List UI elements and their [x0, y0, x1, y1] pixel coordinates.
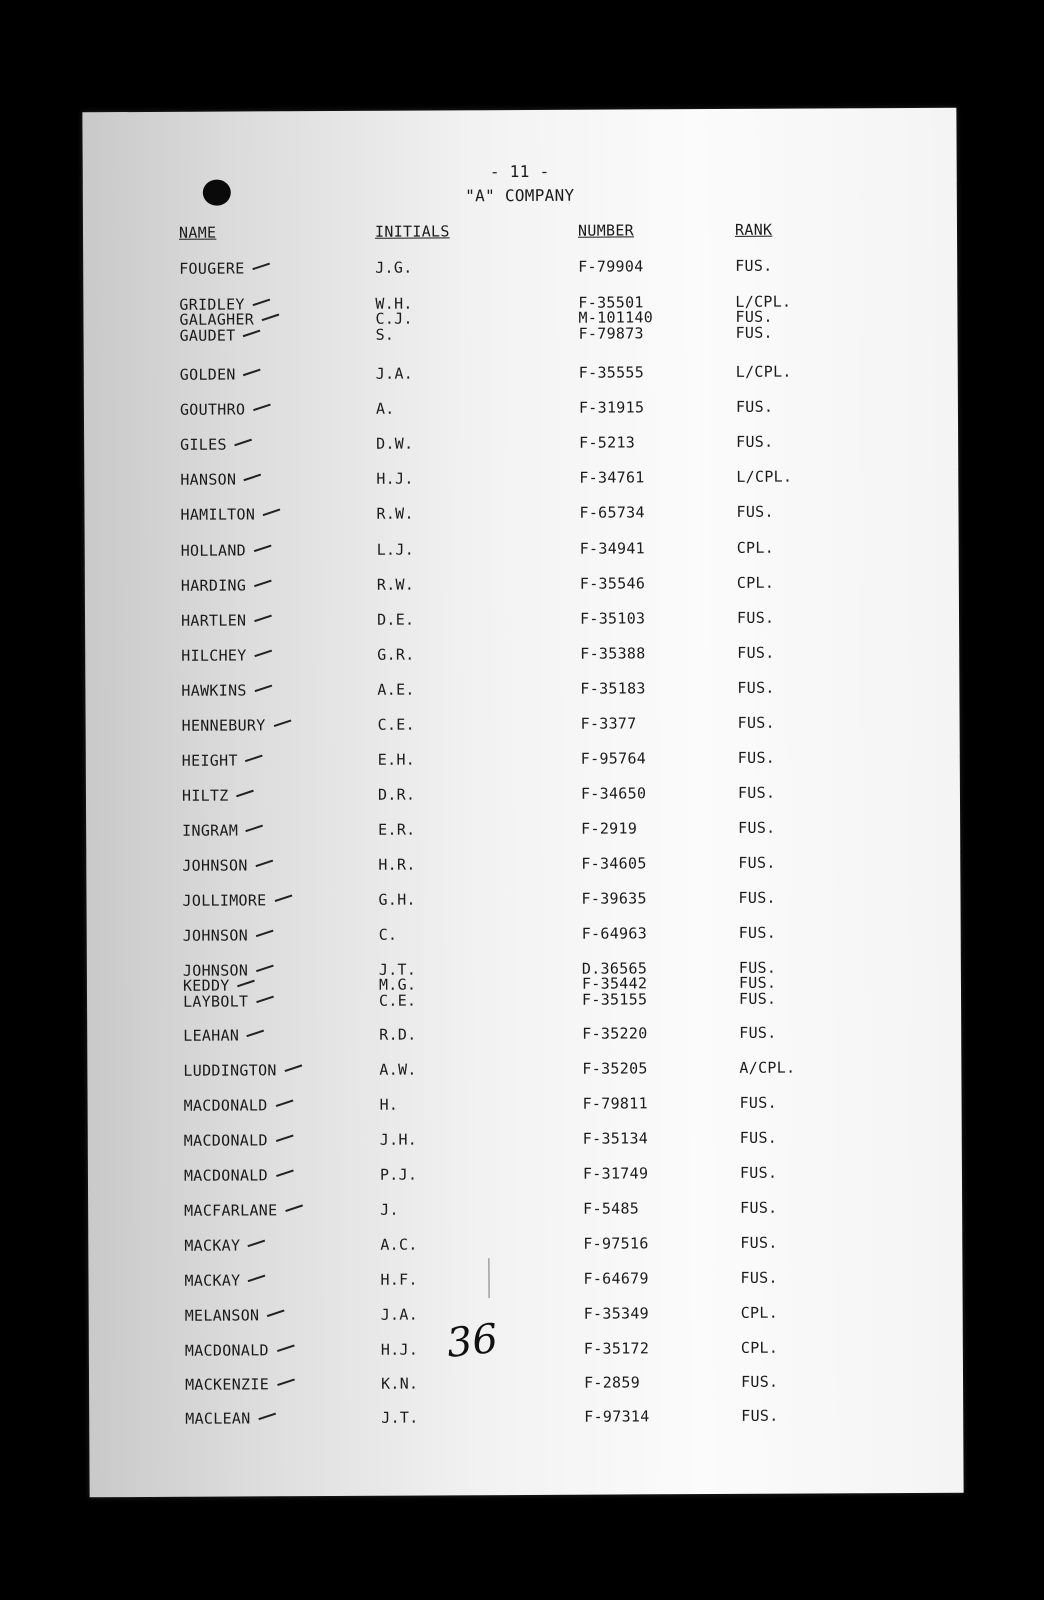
check-mark-icon: [262, 314, 280, 322]
row-number: F-35155: [581, 990, 648, 1009]
row-initials: A.C.: [380, 1235, 418, 1254]
row-number: F-35442: [581, 974, 648, 993]
check-mark-icon: [253, 545, 271, 553]
row-name: GOLDEN: [179, 365, 236, 384]
check-mark-icon: [254, 650, 272, 658]
row-number: F-35205: [582, 1059, 648, 1078]
table-row: [84, 323, 958, 346]
row-initials: C.E.: [378, 991, 417, 1010]
row-initials: A.E.: [377, 680, 415, 699]
row-initials: E.H.: [377, 750, 416, 769]
row-name: HILCHEY: [181, 646, 247, 665]
check-mark-icon: [276, 1169, 294, 1177]
row-name: GILES: [180, 435, 227, 454]
row-initials: D.W.: [376, 434, 414, 453]
row-rank: FUS.: [738, 973, 777, 992]
row-rank: FUS.: [735, 307, 773, 326]
row-initials: A.: [375, 399, 395, 418]
row-number: F-35134: [582, 1129, 649, 1148]
row-number: F-39635: [581, 889, 647, 908]
row-name: HARTLEN: [180, 611, 247, 630]
table-row: [88, 1163, 962, 1186]
document-page: [82, 108, 963, 1498]
table-row: [89, 1338, 963, 1361]
row-name: LUDDINGTON: [183, 1061, 277, 1080]
check-mark-icon: [255, 860, 273, 868]
check-mark-icon: [236, 790, 254, 798]
row-name: MACFARLANE: [184, 1201, 278, 1220]
table-row: [88, 1268, 962, 1291]
row-rank: FUS.: [737, 713, 775, 732]
row-name: GALAGHER: [179, 310, 255, 329]
row-number: F-35183: [580, 679, 646, 698]
table-row: [83, 256, 957, 279]
row-rank: CPL.: [740, 1303, 779, 1322]
row-name: HAMILTON: [180, 505, 256, 524]
row-rank: L/CPL.: [735, 292, 792, 311]
row-rank: FUS.: [738, 923, 777, 942]
row-initials: J.T.: [378, 960, 417, 979]
row-name: JOLLIMORE: [182, 891, 267, 910]
row-initials: P.J.: [379, 1165, 418, 1184]
table-row: [89, 1303, 963, 1326]
row-initials: J.T.: [381, 1408, 419, 1427]
header-rank: RANK: [734, 220, 773, 239]
header-initials: INITIALS: [374, 222, 450, 241]
table-row: [88, 1198, 962, 1221]
row-number: F-95764: [580, 749, 647, 768]
check-mark-icon: [256, 996, 274, 1004]
row-number: F-97516: [583, 1234, 649, 1253]
row-name: KEDDY: [182, 976, 230, 995]
table-row: [86, 888, 960, 911]
row-initials: C.J.: [375, 309, 413, 328]
table-row: [89, 1406, 963, 1429]
row-rank: CPL.: [736, 538, 775, 557]
check-mark-icon: [237, 980, 255, 988]
row-number: F-31749: [582, 1164, 649, 1183]
row-rank: FUS.: [740, 1372, 779, 1391]
table-row: [89, 1372, 963, 1395]
row-initials: H.J.: [376, 469, 414, 488]
row-rank: FUS.: [741, 1406, 779, 1425]
row-rank: FUS.: [736, 432, 774, 451]
row-name: HARDING: [180, 576, 247, 595]
row-number: D.36565: [581, 959, 648, 978]
row-name: GRIDLEY: [179, 295, 245, 314]
row-rank: FUS.: [739, 1093, 777, 1112]
check-mark-icon: [253, 580, 271, 588]
row-name: HOLLAND: [180, 541, 247, 560]
row-number: F-64679: [583, 1269, 649, 1288]
row-rank: FUS.: [738, 888, 776, 907]
row-number: F-64963: [581, 924, 648, 943]
check-mark-icon: [258, 1413, 276, 1421]
row-number: F-34605: [581, 854, 647, 873]
row-initials: D.E.: [376, 610, 415, 629]
row-rank: FUS.: [735, 256, 773, 275]
check-mark-icon: [252, 299, 270, 307]
row-name: JOHNSON: [182, 961, 249, 980]
table-row: [84, 397, 958, 420]
company-heading: "A" COMPANY: [465, 185, 575, 206]
row-initials: S.: [375, 325, 395, 344]
row-rank: FUS.: [739, 1163, 778, 1182]
row-rank: FUS.: [737, 783, 776, 802]
table-row: [84, 432, 958, 455]
table-row: [85, 573, 959, 596]
pencil-arrow-mark: [488, 1258, 489, 1298]
row-name: MACDONALD: [183, 1131, 268, 1150]
table-row: [85, 608, 959, 631]
row-initials: J.H.: [379, 1130, 418, 1149]
table-row: [85, 538, 959, 561]
table-row: [86, 818, 960, 841]
row-name: LEAHAN: [183, 1026, 240, 1045]
row-number: F-3377: [580, 714, 637, 733]
table-row: [87, 923, 961, 946]
row-initials: R.D.: [379, 1025, 417, 1044]
table-row: [85, 643, 959, 666]
row-rank: FUS.: [737, 678, 775, 697]
row-initials: R.W.: [376, 504, 414, 523]
row-number: F-35103: [579, 609, 646, 628]
row-number: F-2919: [581, 819, 638, 838]
row-number: F-79873: [578, 324, 644, 343]
row-number: F-65734: [579, 503, 645, 522]
row-number: M-101140: [578, 308, 654, 327]
table-row: [84, 362, 958, 385]
check-mark-icon: [252, 263, 270, 271]
row-initials: H.F.: [380, 1270, 418, 1289]
table-row: [86, 748, 960, 771]
row-rank: FUS.: [737, 643, 775, 662]
row-number: F-5213: [579, 433, 636, 452]
table-row: [87, 1023, 961, 1046]
row-rank: FUS.: [738, 853, 776, 872]
page-number: - 11 -: [489, 161, 550, 182]
check-mark-icon: [267, 1310, 285, 1318]
row-rank: FUS.: [738, 818, 776, 837]
row-rank: CPL.: [736, 573, 775, 592]
row-initials: H.R.: [378, 855, 416, 874]
row-number: F-35220: [582, 1024, 648, 1043]
check-mark-icon: [276, 1344, 294, 1352]
row-number: F-79811: [582, 1094, 648, 1113]
row-rank: FUS.: [735, 397, 774, 416]
row-initials: M.G.: [378, 975, 417, 994]
row-initials: A.W.: [379, 1060, 417, 1079]
check-mark-icon: [256, 965, 274, 973]
row-rank: FUS.: [736, 608, 775, 627]
row-initials: G.H.: [378, 890, 416, 909]
row-number: F-35388: [580, 644, 646, 663]
row-initials: W.H.: [375, 294, 413, 313]
table-row: [84, 502, 958, 525]
row-number: F-34761: [579, 468, 645, 487]
row-number: F-5485: [583, 1199, 640, 1218]
row-name: HANSON: [180, 470, 237, 489]
row-name: MACKAY: [184, 1271, 241, 1290]
check-mark-icon: [285, 1204, 303, 1212]
row-name: MACKENZIE: [184, 1375, 270, 1394]
check-mark-icon: [243, 330, 261, 338]
row-name: JOHNSON: [182, 926, 249, 945]
row-name: MACDONALD: [183, 1096, 268, 1115]
row-rank: FUS.: [740, 1198, 778, 1217]
check-mark-icon: [274, 894, 292, 902]
table-row: [88, 1093, 962, 1116]
row-name: MACLEAN: [185, 1409, 251, 1428]
row-number: F-79904: [578, 257, 644, 276]
handwritten-number: 36: [444, 1315, 501, 1367]
row-initials: H.J.: [380, 1340, 419, 1359]
row-initials: G.R.: [377, 645, 415, 664]
row-rank: CPL.: [740, 1338, 779, 1357]
row-rank: FUS.: [737, 748, 776, 767]
row-name: MACKAY: [184, 1236, 241, 1255]
check-mark-icon: [285, 1064, 303, 1072]
check-mark-icon: [243, 474, 261, 482]
row-name: MELANSON: [184, 1306, 260, 1325]
check-mark-icon: [247, 1240, 265, 1248]
row-rank: FUS.: [740, 1268, 778, 1287]
table-row: [86, 783, 960, 806]
row-rank: FUS.: [738, 958, 777, 977]
check-mark-icon: [273, 719, 291, 727]
header-number: NUMBER: [577, 221, 635, 240]
table-row: [85, 678, 959, 701]
row-initials: L.J.: [376, 540, 415, 559]
row-initials: C.: [378, 925, 398, 944]
check-mark-icon: [253, 404, 271, 412]
check-mark-icon: [245, 825, 263, 833]
row-number: F-35172: [583, 1339, 650, 1358]
check-mark-icon: [254, 615, 272, 623]
table-row: [86, 713, 960, 736]
row-rank: A/CPL.: [739, 1058, 796, 1077]
row-name: INGRAM: [182, 821, 239, 840]
table-row: [88, 1233, 962, 1256]
row-name: LAYBOLT: [182, 992, 249, 1011]
row-number: F-34650: [580, 784, 647, 803]
check-mark-icon: [254, 685, 272, 693]
header-name: NAME: [178, 223, 217, 242]
row-rank: FUS.: [739, 1023, 777, 1042]
row-number: F-34941: [579, 539, 646, 558]
row-initials: R.W.: [376, 575, 415, 594]
table-row: [87, 989, 961, 1012]
table-row: [88, 1128, 962, 1151]
row-initials: J.G.: [375, 258, 413, 277]
row-rank: FUS.: [739, 1128, 778, 1147]
table-row: [84, 467, 958, 490]
row-rank: FUS.: [735, 323, 773, 342]
check-mark-icon: [275, 1099, 293, 1107]
check-mark-icon: [275, 1134, 293, 1142]
table-row: [87, 1058, 961, 1081]
row-number: F-31915: [578, 398, 645, 417]
row-name: JOHNSON: [182, 856, 248, 875]
row-initials: J.A.: [380, 1305, 419, 1324]
row-name: MACDONALD: [183, 1166, 268, 1185]
row-rank: L/CPL.: [736, 467, 793, 486]
check-mark-icon: [246, 1030, 264, 1038]
row-rank: L/CPL.: [735, 362, 792, 381]
table-row: [86, 853, 960, 876]
row-initials: D.R.: [377, 785, 416, 804]
row-name: HENNEBURY: [181, 716, 266, 735]
row-name: HEIGHT: [181, 751, 238, 770]
row-name: FOUGERE: [179, 259, 245, 278]
row-number: F-2859: [583, 1373, 641, 1392]
row-rank: FUS.: [738, 989, 777, 1008]
check-mark-icon: [243, 369, 261, 377]
row-initials: J.A.: [375, 364, 414, 383]
check-mark-icon: [255, 930, 273, 938]
row-number: F-97314: [584, 1407, 650, 1426]
check-mark-icon: [245, 755, 263, 763]
check-mark-icon: [248, 1275, 266, 1283]
row-number: F-35555: [578, 363, 645, 382]
check-mark-icon: [263, 509, 281, 517]
row-name: HILTZ: [181, 786, 229, 805]
row-name: HAWKINS: [181, 681, 247, 700]
row-name: GAUDET: [179, 326, 236, 345]
row-name: GOUTHRO: [179, 400, 246, 419]
check-mark-icon: [234, 439, 252, 447]
row-rank: FUS.: [736, 502, 774, 521]
row-number: F-35501: [578, 293, 644, 312]
row-rank: FUS.: [740, 1233, 778, 1252]
row-name: MACDONALD: [184, 1341, 269, 1360]
check-mark-icon: [277, 1378, 295, 1386]
row-number: F-35546: [579, 574, 646, 593]
row-initials: E.R.: [378, 820, 416, 839]
row-initials: K.N.: [380, 1374, 419, 1393]
row-initials: J.: [380, 1200, 399, 1219]
row-initials: C.E.: [377, 715, 415, 734]
row-initials: H.: [379, 1095, 399, 1114]
row-number: F-35349: [583, 1304, 650, 1323]
